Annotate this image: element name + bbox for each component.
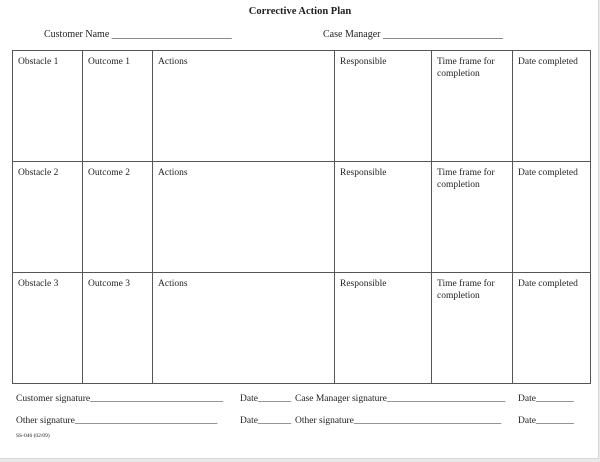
obstacle-cell[interactable]: Obstacle 3 (13, 273, 83, 384)
outcome-cell[interactable]: Outcome 2 (83, 162, 153, 273)
responsible-cell[interactable]: Responsible (335, 51, 432, 162)
actions-cell[interactable]: Actions (153, 273, 335, 384)
outcome-cell[interactable]: Outcome 1 (83, 51, 153, 162)
case-manager-signature-field[interactable]: Case Manager signature_________________________ (295, 394, 506, 404)
time-frame-cell[interactable]: Time frame for completion (432, 273, 513, 384)
time-frame-cell[interactable]: Time frame for completion (432, 51, 513, 162)
actions-cell[interactable]: Actions (153, 51, 335, 162)
customer-signature-field[interactable]: Customer signature____________________________ (16, 394, 224, 404)
case-manager-date-field[interactable]: Date________ (518, 394, 574, 404)
responsible-cell[interactable]: Responsible (335, 162, 432, 273)
responsible-cell[interactable]: Responsible (335, 273, 432, 384)
other-signature-field-1[interactable]: Other signature______________________________ (16, 416, 218, 426)
other-date-field-1[interactable]: Date_______ (240, 416, 292, 426)
document-title: Corrective Action Plan (248, 6, 352, 17)
action-plan-table (12, 50, 591, 384)
obstacle-cell[interactable]: Obstacle 2 (13, 162, 83, 273)
outcome-cell[interactable]: Outcome 3 (83, 273, 153, 384)
other-date-field-2[interactable]: Date________ (518, 416, 574, 426)
table-row (13, 162, 591, 273)
obstacle-cell[interactable]: Obstacle 1 (13, 51, 83, 162)
table-row (13, 51, 591, 162)
case-manager-field[interactable]: Case Manager ________________________ (323, 29, 503, 40)
table-row (13, 273, 591, 384)
date-completed-cell[interactable]: Date completed (513, 51, 591, 162)
actions-cell[interactable]: Actions (153, 162, 335, 273)
other-signature-field-2[interactable]: Other signature_______________________________ (295, 416, 502, 426)
time-frame-cell[interactable]: Time frame for completion (432, 162, 513, 273)
customer-name-field[interactable]: Customer Name ________________________ (44, 29, 232, 40)
form-code: SS-046 (02/09) (16, 433, 50, 439)
date-completed-cell[interactable]: Date completed (513, 162, 591, 273)
date-completed-cell[interactable]: Date completed (513, 273, 591, 384)
customer-date-field[interactable]: Date_______ (240, 394, 292, 404)
